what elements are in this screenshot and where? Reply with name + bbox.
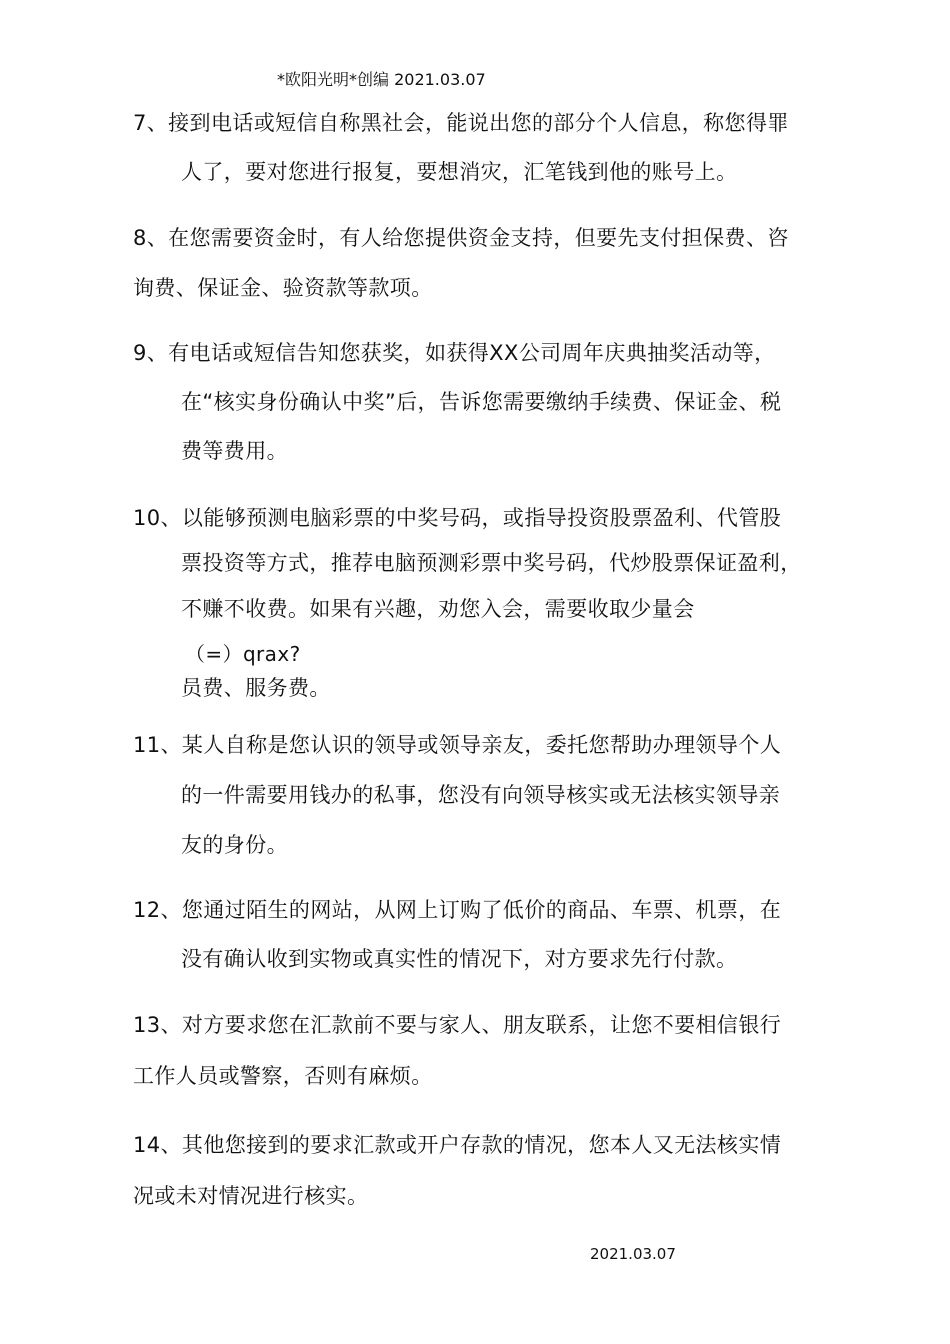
item-11-line-3: 友的身份。: [181, 833, 288, 857]
item-9-line-3: 费等费用。: [181, 439, 288, 463]
item-12-line-2: 没有确认收到实物或真实性的情况下，对方要求先行付款。: [181, 947, 738, 971]
item-10-line-5: 员费、服务费。: [181, 676, 331, 700]
item-12-line-1: 12、您通过陌生的网站，从网上订购了低价的商品、车票、机票，在: [133, 898, 782, 922]
item-8-line-1: 8、在您需要资金时，有人给您提供资金支持，但要先支付担保费、咨: [133, 226, 789, 250]
item-14-line-1: 14、其他您接到的要求汇款或开户存款的情况，您本人又无法核实情: [133, 1133, 782, 1157]
item-10-line-2: 票投资等方式，推荐电脑预测彩票中奖号码，代炒股票保证盈利，: [181, 551, 802, 575]
item-11-line-1: 11、某人自称是您认识的领导或领导亲友，委托您帮助办理领导个人: [133, 733, 782, 757]
item-13-line-1: 13、对方要求您在汇款前不要与家人、朋友联系，让您不要相信银行: [133, 1013, 782, 1037]
item-7-line-2: 人了，要对您进行报复，要想消灾，汇笔钱到他的账号上。: [181, 160, 738, 184]
item-14-line-2: 况或未对情况进行核实。: [133, 1184, 369, 1208]
item-8-line-2: 询费、保证金、验资款等款项。: [133, 276, 433, 300]
page-header: *欧阳光明*创编 2021.03.07: [277, 70, 486, 89]
item-9-line-2: 在“核实身份确认中奖”后，告诉您需要缴纳手续费、保证金、税: [181, 390, 782, 414]
item-13-line-2: 工作人员或警察，否则有麻烦。: [133, 1064, 433, 1088]
item-10-line-4: （=）qrax?: [185, 642, 301, 666]
page-footer-date: 2021.03.07: [590, 1245, 676, 1263]
item-10-line-1: 10、以能够预测电脑彩票的中奖号码，或指导投资股票盈利、代管股: [133, 506, 782, 530]
item-11-line-2: 的一件需要用钱办的私事，您没有向领导核实或无法核实领导亲: [181, 783, 781, 807]
item-10-line-3: 不赚不收费。如果有兴趣，劝您入会，需要收取少量会: [181, 597, 695, 621]
item-9-line-1: 9、有电话或短信告知您获奖，如获得XX公司周年庆典抽奖活动等，: [133, 341, 776, 365]
item-7-line-1: 7、接到电话或短信自称黑社会，能说出您的部分个人信息，称您得罪: [133, 111, 789, 135]
